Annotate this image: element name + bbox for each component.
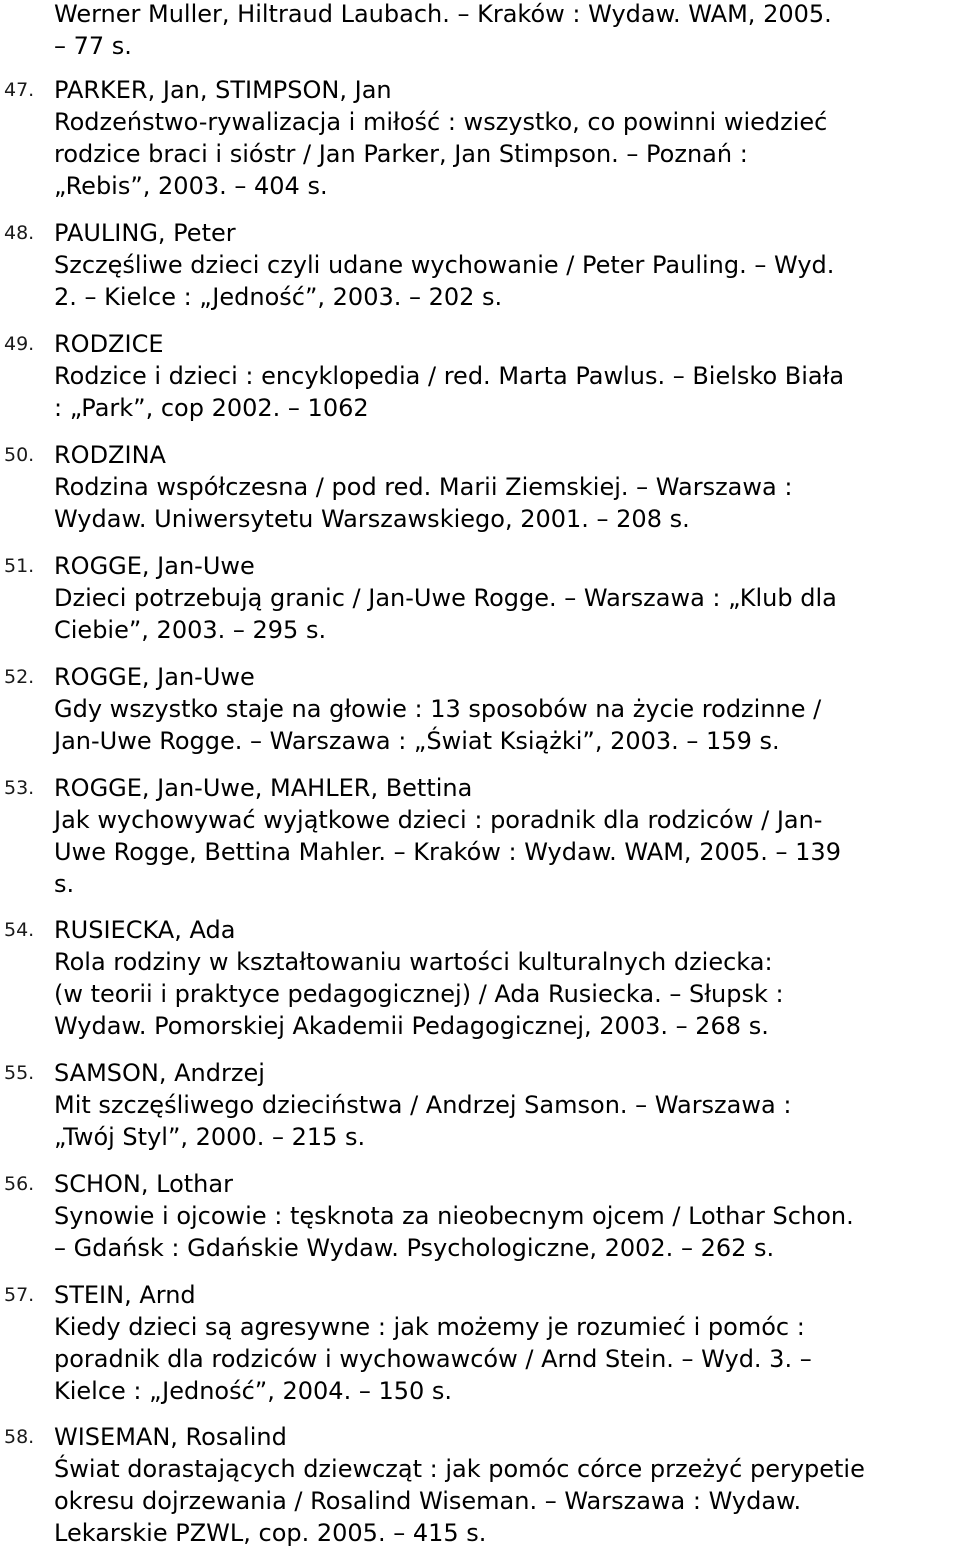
entry-line: Gdy wszystko staje na głowie : 13 sposobów na życie rodzinne / — [54, 695, 822, 723]
entry-heading: ROGGE, Jan-Uwe — [54, 663, 255, 691]
entry-line: Świat dorastających dziewcząt : jak pomóc córce przeżyć perypetie — [54, 1455, 865, 1483]
entry-line: rodzice braci i sióstr / Jan Parker, Jan Stimpson. – Poznań : — [54, 140, 748, 168]
entry-number: 52. — [4, 666, 35, 688]
entry-number: 53. — [4, 777, 35, 799]
entry-line: „Twój Styl”, 2000. – 215 s. — [54, 1123, 366, 1151]
entry-line: Jan-Uwe Rogge. – Warszawa : „Świat Książki”, 2003. – 159 s. — [54, 727, 780, 755]
entry-line: Szczęśliwe dzieci czyli udane wychowanie / Peter Pauling. – Wyd. — [54, 251, 835, 279]
entry-number: 58. — [4, 1426, 35, 1448]
entry-heading: SAMSON, Andrzej — [54, 1059, 265, 1087]
entry-number: 50. — [4, 444, 35, 466]
entry-line: Mit szczęśliwego dzieciństwa / Andrzej Samson. – Warszawa : — [54, 1091, 792, 1119]
entry-line: Wydaw. Uniwersytetu Warszawskiego, 2001. – 208 s. — [54, 505, 690, 533]
intro-line: – 77 s. — [54, 32, 132, 60]
entry-line: Kiedy dzieci są agresywne : jak możemy je rozumieć i pomóc : — [54, 1313, 805, 1341]
entry-line: Ciebie”, 2003. – 295 s. — [54, 616, 327, 644]
entry-heading: RUSIECKA, Ada — [54, 916, 236, 944]
entry-line: (w teorii i praktyce pedagogicznej) / Ada Rusiecka. – Słupsk : — [54, 980, 784, 1008]
entry-line: Rodzeństwo-rywalizacja i miłość : wszystko, co powinni wiedzieć — [54, 108, 828, 136]
entry-heading: ROGGE, Jan-Uwe, MAHLER, Bettina — [54, 774, 473, 802]
intro-line: Werner Muller, Hiltraud Laubach. – Kraków : Wydaw. WAM, 2005. — [54, 0, 832, 28]
entry-number: 55. — [4, 1062, 35, 1084]
entry-heading: RODZICE — [54, 330, 164, 358]
entry-number: 54. — [4, 919, 35, 941]
entry-line: Rodzina współczesna / pod red. Marii Ziemskiej. – Warszawa : — [54, 473, 793, 501]
entry-number: 56. — [4, 1173, 35, 1195]
entry-line: Synowie i ojcowie : tęsknota za nieobecnym ojcem / Lothar Schon. — [54, 1202, 854, 1230]
entry-number: 49. — [4, 333, 35, 355]
entry-heading: ROGGE, Jan-Uwe — [54, 552, 255, 580]
entry-heading: WISEMAN, Rosalind — [54, 1423, 287, 1451]
entry-line: 2. – Kielce : „Jedność”, 2003. – 202 s. — [54, 283, 503, 311]
entry-heading: PARKER, Jan, STIMPSON, Jan — [54, 76, 392, 104]
entry-line: okresu dojrzewania / Rosalind Wiseman. – Warszawa : Wydaw. — [54, 1487, 802, 1515]
entry-heading: STEIN, Arnd — [54, 1281, 196, 1309]
entry-line: poradnik dla rodziców i wychowawców / Arnd Stein. – Wyd. 3. – — [54, 1345, 812, 1373]
entry-number: 51. — [4, 555, 35, 577]
entry-number: 48. — [4, 222, 35, 244]
entry-line: Jak wychowywać wyjątkowe dzieci : poradnik dla rodziców / Jan- — [54, 806, 823, 834]
entry-number: 47. — [4, 79, 35, 101]
entry-heading: PAULING, Peter — [54, 219, 236, 247]
entry-line: Lekarskie PZWL, cop. 2005. – 415 s. — [54, 1519, 487, 1547]
entry-line: Rola rodziny w kształtowaniu wartości kulturalnych dziecka: — [54, 948, 773, 976]
entry-heading: SCHON, Lothar — [54, 1170, 233, 1198]
entry-line: „Rebis”, 2003. – 404 s. — [54, 172, 328, 200]
entry-line: Dzieci potrzebują granic / Jan-Uwe Rogge. – Warszawa : „Klub dla — [54, 584, 837, 612]
entry-line: Kielce : „Jedność”, 2004. – 150 s. — [54, 1377, 453, 1405]
entry-line: Uwe Rogge, Bettina Mahler. – Kraków : Wydaw. WAM, 2005. – 139 — [54, 838, 841, 866]
entry-number: 57. — [4, 1284, 35, 1306]
entry-line: Rodzice i dzieci : encyklopedia / red. Marta Pawlus. – Bielsko Biała — [54, 362, 845, 390]
entry-line: – Gdańsk : Gdańskie Wydaw. Psychologiczne, 2002. – 262 s. — [54, 1234, 775, 1262]
entry-line: Wydaw. Pomorskiej Akademii Pedagogicznej, 2003. – 268 s. — [54, 1012, 769, 1040]
entry-heading: RODZINA — [54, 441, 166, 469]
entry-line: : „Park”, cop 2002. – 1062 — [54, 394, 369, 422]
entry-line: s. — [54, 870, 75, 898]
